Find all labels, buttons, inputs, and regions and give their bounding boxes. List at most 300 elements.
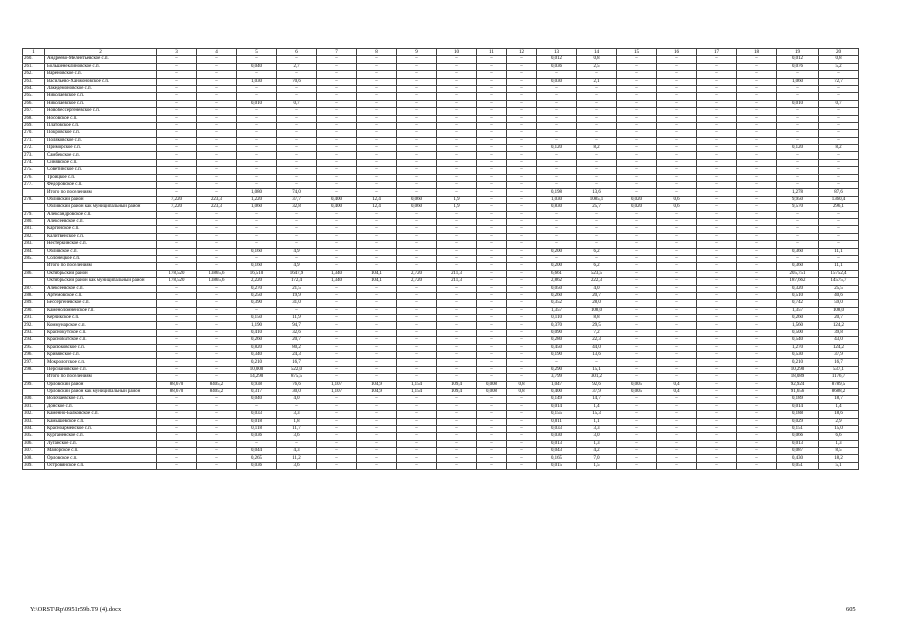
value-cell: – [507, 137, 537, 144]
value-cell: – [397, 189, 437, 196]
value-cell: 24,3 [277, 352, 317, 359]
table-row [23, 189, 859, 196]
value-cell: 8,5 [819, 448, 859, 455]
row-name-cell: Советинское с.п. [45, 167, 157, 174]
value-cell: – [317, 366, 357, 373]
value-cell: – [277, 71, 317, 78]
value-cell: – [697, 174, 737, 181]
value-cell: – [617, 292, 657, 299]
value-cell: – [657, 344, 697, 351]
row-name-cell: Орловский район [45, 381, 157, 388]
value-cell: – [617, 337, 657, 344]
value-cell: – [507, 78, 537, 85]
value-cell: – [507, 300, 537, 307]
row-number-cell [23, 204, 45, 211]
value-cell: – [507, 226, 537, 233]
value-cell: 6,2 [577, 248, 617, 255]
value-cell: – [737, 56, 777, 63]
value-cell: 0,015 [537, 462, 577, 469]
value-cell: – [157, 78, 197, 85]
value-cell: 0,030 [537, 433, 577, 440]
value-cell: 0,400 [537, 388, 577, 395]
value-cell: – [697, 56, 737, 63]
row-number-cell: 262. [23, 71, 45, 78]
value-cell: – [477, 307, 507, 314]
value-cell: – [317, 352, 357, 359]
value-cell: 0,198 [537, 189, 577, 196]
value-cell: – [507, 233, 537, 240]
value-cell: – [577, 85, 617, 92]
value-cell: – [277, 115, 317, 122]
value-cell: – [657, 359, 697, 366]
row-name-cell: Обливский район как муниципальный район [45, 204, 157, 211]
value-cell: 1,8 [277, 418, 317, 425]
value-cell: 0,317 [237, 388, 277, 395]
table-row [23, 159, 859, 166]
value-cell: – [477, 270, 507, 277]
value-cell: – [617, 403, 657, 410]
value-cell: – [397, 93, 437, 100]
value-cell: – [537, 159, 577, 166]
value-cell: – [437, 115, 477, 122]
row-number-cell: 268. [23, 115, 45, 122]
table-row [23, 366, 859, 373]
value-cell: – [697, 388, 737, 395]
value-cell: 30,0 [277, 388, 317, 395]
value-cell: – [397, 462, 437, 469]
value-cell: – [437, 63, 477, 70]
value-cell: – [477, 403, 507, 410]
value-cell: – [507, 270, 537, 277]
value-cell: – [537, 108, 577, 115]
row-number-cell: 286. [23, 270, 45, 277]
table-row [23, 418, 859, 425]
value-cell: – [697, 167, 737, 174]
value-cell: – [197, 352, 237, 359]
row-number-cell: 297. [23, 359, 45, 366]
value-cell: – [157, 300, 197, 307]
value-cell: – [397, 418, 437, 425]
value-cell: – [357, 396, 397, 403]
table-row [23, 241, 859, 248]
table-row [23, 329, 859, 336]
value-cell: – [157, 263, 197, 270]
value-cell: – [477, 329, 507, 336]
value-cell: – [437, 233, 477, 240]
row-number-cell: 304. [23, 425, 45, 432]
value-cell: – [507, 145, 537, 152]
value-cell: – [317, 241, 357, 248]
value-cell: – [819, 137, 859, 144]
row-number-cell: 280. [23, 218, 45, 225]
value-cell: – [737, 189, 777, 196]
value-cell: – [157, 292, 197, 299]
value-cell: – [317, 130, 357, 137]
value-cell: – [819, 226, 859, 233]
value-cell: 29,5 [577, 322, 617, 329]
value-cell: 104,1 [357, 270, 397, 277]
value-cell: – [437, 226, 477, 233]
row-number-cell: 290. [23, 307, 45, 314]
row-number-cell: 279. [23, 211, 45, 218]
value-cell: – [397, 152, 437, 159]
value-cell: – [357, 455, 397, 462]
table-row [23, 425, 859, 432]
value-cell: – [657, 278, 697, 285]
value-cell: – [507, 122, 537, 129]
value-cell: – [819, 211, 859, 218]
value-cell: 1,340 [317, 270, 357, 277]
value-cell: 40,6 [819, 292, 859, 299]
value-cell: – [737, 159, 777, 166]
value-cell: – [437, 448, 477, 455]
value-cell: 0,400 [317, 204, 357, 211]
value-cell: – [477, 100, 507, 107]
value-cell: – [697, 233, 737, 240]
value-cell: – [737, 85, 777, 92]
value-cell: – [507, 71, 537, 78]
value-cell: – [357, 448, 397, 455]
header-cell: 4 [197, 49, 237, 56]
value-cell: – [157, 85, 197, 92]
value-cell: – [197, 159, 237, 166]
value-cell: – [197, 440, 237, 447]
value-cell: – [477, 159, 507, 166]
value-cell: 14575,7 [819, 278, 859, 285]
row-number-cell: 277. [23, 182, 45, 189]
value-cell: – [697, 352, 737, 359]
value-cell: – [397, 425, 437, 432]
value-cell: – [577, 233, 617, 240]
value-cell: 3,6 [277, 462, 317, 469]
value-cell: – [657, 93, 697, 100]
value-cell: – [197, 329, 237, 336]
value-cell: – [617, 255, 657, 262]
header-cell: 18 [737, 49, 777, 56]
row-number-cell: 296. [23, 352, 45, 359]
value-cell: – [737, 270, 777, 277]
value-cell: – [477, 71, 507, 78]
value-cell: – [157, 411, 197, 418]
value-cell: – [507, 359, 537, 366]
value-cell: – [657, 440, 697, 447]
value-cell: – [437, 167, 477, 174]
value-cell: 4,0 [577, 285, 617, 292]
value-cell: – [819, 182, 859, 189]
value-cell: – [697, 263, 737, 270]
value-cell: 172,4 [277, 278, 317, 285]
value-cell: – [577, 108, 617, 115]
value-cell: – [157, 248, 197, 255]
value-cell: – [697, 315, 737, 322]
value-cell: – [477, 440, 507, 447]
value-cell: – [397, 108, 437, 115]
value-cell: – [477, 196, 507, 203]
value-cell: – [397, 433, 437, 440]
value-cell: – [777, 93, 819, 100]
value-cell: – [819, 167, 859, 174]
value-cell: – [737, 440, 777, 447]
value-cell: 0,190 [537, 352, 577, 359]
value-cell: – [437, 78, 477, 85]
row-number-cell: 265. [23, 93, 45, 100]
row-name-cell: Алексеевское с.п. [45, 218, 157, 225]
value-cell: – [357, 315, 397, 322]
value-cell: – [577, 137, 617, 144]
row-number-cell: 263. [23, 78, 45, 85]
row-number-cell: 307. [23, 448, 45, 455]
value-cell: – [697, 71, 737, 78]
value-cell: – [777, 182, 819, 189]
value-cell: – [617, 182, 657, 189]
value-cell: – [697, 440, 737, 447]
table-row [23, 462, 859, 469]
value-cell: – [737, 322, 777, 329]
value-cell: – [437, 462, 477, 469]
value-cell: 10,290 [777, 366, 819, 373]
value-cell: – [617, 270, 657, 277]
value-cell: – [819, 115, 859, 122]
value-cell: – [237, 174, 277, 181]
value-cell: – [657, 130, 697, 137]
value-cell: – [537, 359, 577, 366]
value-cell: – [819, 85, 859, 92]
value-cell: – [277, 130, 317, 137]
row-number-cell: 276. [23, 174, 45, 181]
value-cell: 1,1 [577, 418, 617, 425]
value-cell: 88,670 [157, 381, 197, 388]
value-cell: – [197, 56, 237, 63]
value-cell: 0,029 [777, 418, 819, 425]
value-cell: – [357, 85, 397, 92]
value-cell: – [617, 233, 657, 240]
value-cell: – [197, 418, 237, 425]
value-cell: – [537, 85, 577, 92]
value-cell: – [507, 204, 537, 211]
value-cell: – [697, 322, 737, 329]
value-cell: – [197, 78, 237, 85]
value-cell: – [317, 448, 357, 455]
value-cell: – [507, 322, 537, 329]
value-cell: 0,060 [397, 204, 437, 211]
value-cell: – [237, 108, 277, 115]
value-cell: 0,540 [777, 337, 819, 344]
value-cell: – [437, 122, 477, 129]
value-cell: – [277, 403, 317, 410]
value-cell: – [477, 366, 507, 373]
value-cell: – [437, 307, 477, 314]
row-number-cell: 278. [23, 196, 45, 203]
value-cell: – [697, 329, 737, 336]
value-cell: – [237, 403, 277, 410]
value-cell: – [317, 211, 357, 218]
value-cell: 92,924 [777, 381, 819, 388]
row-name-cell: Волочаевское с.п. [45, 396, 157, 403]
value-cell: – [697, 137, 737, 144]
row-number-cell: 295. [23, 344, 45, 351]
value-cell: – [357, 100, 397, 107]
value-cell: – [357, 359, 397, 366]
value-cell: – [157, 56, 197, 63]
value-cell: – [617, 189, 657, 196]
value-cell: 37,7 [277, 196, 317, 203]
value-cell: – [477, 374, 507, 381]
value-cell: – [397, 359, 437, 366]
value-cell: – [437, 182, 477, 189]
value-cell: – [617, 352, 657, 359]
value-cell: – [317, 462, 357, 469]
value-cell: – [697, 248, 737, 255]
row-name-cell: Приморское с.п. [45, 145, 157, 152]
row-name-cell: Мокрологское с.п. [45, 359, 157, 366]
value-cell: – [657, 248, 697, 255]
value-cell: – [657, 211, 697, 218]
value-cell: 0,040 [237, 63, 277, 70]
value-cell: 875,5 [277, 374, 317, 381]
value-cell: – [737, 196, 777, 203]
value-cell: – [657, 396, 697, 403]
value-cell: – [507, 285, 537, 292]
value-cell: 0,014 [777, 403, 819, 410]
value-cell: – [197, 100, 237, 107]
value-cell: 59,0 [819, 300, 859, 307]
value-cell: 88,670 [157, 388, 197, 395]
value-cell: 21,5 [277, 285, 317, 292]
value-cell: – [617, 448, 657, 455]
value-cell: 14,290 [237, 374, 277, 381]
table-row [23, 145, 859, 152]
value-cell: – [157, 108, 197, 115]
value-cell: – [777, 115, 819, 122]
value-cell: 3,799 [537, 374, 577, 381]
value-cell: – [477, 167, 507, 174]
value-cell: – [317, 337, 357, 344]
value-cell: – [507, 455, 537, 462]
value-cell: – [357, 337, 397, 344]
value-cell: – [277, 226, 317, 233]
value-cell: – [397, 307, 437, 314]
row-name-cell: Орловский район как муниципальный район [45, 388, 157, 395]
value-cell: – [737, 93, 777, 100]
value-cell: – [697, 108, 737, 115]
value-cell: – [357, 440, 397, 447]
value-cell: – [737, 63, 777, 70]
row-number-cell: 284. [23, 248, 45, 255]
row-name-cell: Каменно-Балковское с.п. [45, 411, 157, 418]
value-cell: – [277, 152, 317, 159]
value-cell: 0,076 [777, 63, 819, 70]
value-cell: – [157, 137, 197, 144]
value-cell: – [237, 182, 277, 189]
value-cell: – [697, 270, 737, 277]
row-number-cell: 282. [23, 233, 45, 240]
value-cell: – [477, 241, 507, 248]
value-cell: – [157, 352, 197, 359]
value-cell: – [397, 174, 437, 181]
value-cell: 0,155 [537, 411, 577, 418]
value-cell: 0,430 [777, 455, 819, 462]
value-cell: 0,033 [237, 411, 277, 418]
value-cell: 3,3 [277, 411, 317, 418]
value-cell: – [157, 189, 197, 196]
value-cell: – [477, 174, 507, 181]
value-cell: – [697, 300, 737, 307]
value-cell: – [657, 433, 697, 440]
value-cell: 4,2 [577, 448, 617, 455]
value-cell: – [237, 159, 277, 166]
value-cell: – [397, 226, 437, 233]
value-cell: – [437, 137, 477, 144]
row-number-cell: 281. [23, 226, 45, 233]
value-cell: 1,278 [777, 189, 819, 196]
row-name-cell: Васильево-Ханжоновское с.п. [45, 78, 157, 85]
table-row [23, 108, 859, 115]
value-cell: – [477, 292, 507, 299]
value-cell: – [317, 56, 357, 63]
value-cell: – [737, 285, 777, 292]
header-cell: 7 [317, 49, 357, 56]
table-row [23, 292, 859, 299]
value-cell: – [777, 218, 819, 225]
value-cell: 87,6 [819, 189, 859, 196]
table-row [23, 196, 859, 203]
value-cell: – [777, 122, 819, 129]
value-cell: – [819, 130, 859, 137]
value-cell: 104,9 [357, 388, 397, 395]
value-cell: – [657, 448, 697, 455]
value-cell: – [437, 218, 477, 225]
value-cell: 0,012 [777, 56, 819, 63]
value-cell: 222,3 [577, 278, 617, 285]
value-cell: – [777, 233, 819, 240]
value-cell: – [397, 337, 437, 344]
value-cell: – [507, 418, 537, 425]
value-cell: – [397, 403, 437, 410]
value-cell: – [657, 241, 697, 248]
value-cell: – [197, 307, 237, 314]
value-cell: – [507, 100, 537, 107]
value-cell: – [397, 263, 437, 270]
value-cell: – [157, 448, 197, 455]
value-cell: – [317, 403, 357, 410]
value-cell: – [237, 307, 277, 314]
value-cell: 1,220 [237, 196, 277, 203]
row-name-cell: Октябрьский район [45, 270, 157, 277]
value-cell: – [317, 344, 357, 351]
value-cell: – [737, 344, 777, 351]
value-cell: – [477, 359, 507, 366]
value-cell: 1,190 [237, 322, 277, 329]
value-cell: 1,340 [317, 278, 357, 285]
value-cell: – [437, 145, 477, 152]
value-cell: – [397, 411, 437, 418]
value-cell: – [737, 218, 777, 225]
value-cell: 0,005 [617, 381, 657, 388]
table-row [23, 137, 859, 144]
value-cell: – [477, 411, 507, 418]
value-cell: 2,720 [397, 270, 437, 277]
value-cell: – [477, 108, 507, 115]
row-number-cell: 298. [23, 366, 45, 373]
value-cell: – [397, 448, 437, 455]
value-cell: 6,2 [577, 263, 617, 270]
value-cell: – [537, 182, 577, 189]
value-cell: – [657, 78, 697, 85]
row-name-cell: Солонецкое с.п. [45, 255, 157, 262]
value-cell: – [657, 337, 697, 344]
header-cell: 12 [507, 49, 537, 56]
value-cell: – [397, 329, 437, 336]
